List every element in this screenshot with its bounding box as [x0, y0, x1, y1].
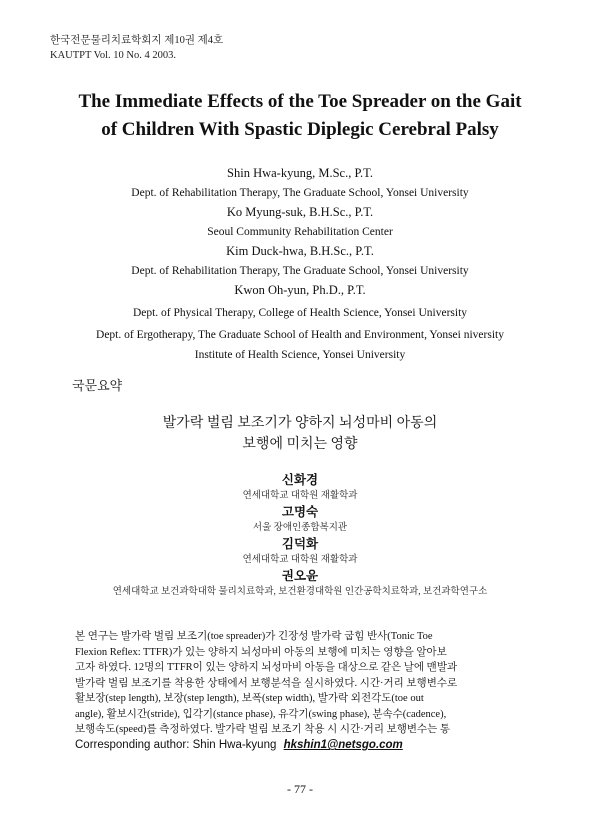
korean-author-affiliation: 연세대학교 대학원 재활학과	[242, 555, 358, 565]
journal-header	[50, 33, 223, 63]
abstract-line: 본 연구는 발가락 벌림 보조기(toe spreader)가 긴장성 발가락 굽힘 반사(Tonic Toe	[75, 631, 433, 642]
korean-author-list	[40, 472, 560, 600]
author-affiliation: Dept. of Rehabilitation Therapy, The Graduate School, Yonsei University	[131, 186, 469, 199]
korean-author-name: 김덕화	[281, 537, 319, 551]
abstract-line: angle), 활보시간(stride), 입각기(stance phase), 유각기(swing phase), 분속수(cadence),	[75, 708, 447, 720]
korean-author-affiliation: 연세대학교 대학원 재활학과	[242, 491, 358, 501]
paper-title	[40, 88, 560, 144]
abstract-line: Flexion Reflex: TTFR)가 있는 양하지 뇌성마비 아동의 보행에 미치는 영향을 알아보	[75, 646, 447, 658]
korean-title-line-2: 보행에 미치는 영향	[242, 437, 358, 452]
author-affiliation: Seoul Community Rehabilitation Center	[207, 225, 393, 238]
korean-author-affiliation: 서울 장애인종합복지관	[252, 523, 348, 533]
author-name: Kim Duck-hwa, B.H.Sc., P.T.	[226, 244, 374, 258]
corresponding-label: Corresponding author: Shin Hwa-kyung	[75, 739, 277, 751]
author-affiliation: Dept. of Ergotherapy, The Graduate School of Health and Environment, Yonsei niversity	[96, 329, 504, 341]
korean-abstract-heading: 국문요약	[72, 379, 123, 394]
title-line-1: The Immediate Effects of the Toe Spreader on the Gait	[78, 91, 522, 112]
author-name: Ko Myung-suk, B.H.Sc., P.T.	[226, 205, 374, 219]
journal-name-korean: 한국전문물리치료학회지 제10권 제4호	[50, 35, 224, 46]
korean-title	[60, 413, 540, 455]
korean-abstract-body	[75, 629, 525, 738]
korean-title-line-1: 발가락 벌림 보조기가 양하지 뇌성마비 아동의	[162, 416, 438, 431]
corresponding-email-link[interactable]: hkshin1@netsgo.com	[283, 739, 403, 751]
journal-volume-info: KAUTPT Vol. 10 No. 4 2003.	[50, 50, 177, 61]
abstract-line: 보행속도(speed)를 측정하였다. 발가락 벌림 보조기 착용 시 시간·거리 보행변수는 통	[75, 724, 451, 735]
korean-author-name: 고명숙	[281, 505, 319, 519]
author-list	[40, 164, 560, 365]
title-line-2: of Children With Spastic Diplegic Cerebral Palsy	[101, 119, 499, 140]
korean-author-name: 신화경	[281, 473, 319, 487]
corresponding-author	[75, 739, 403, 751]
korean-author-affiliation: 연세대학교 보건과학대학 물리치료학과, 보건환경대학원 인간공학치료학과, 보건과학연구소	[112, 587, 488, 597]
abstract-line: 고자 하였다. 12명의 TTFR이 있는 양하지 뇌성마비 아동을 대상으로 같은 날에 맨발과	[75, 662, 458, 673]
abstract-line: 활보장(step length), 보장(step length), 보폭(step width), 발가락 외전각도(toe out	[75, 693, 424, 704]
author-name: Shin Hwa-kyung, M.Sc., P.T.	[227, 166, 373, 180]
author-affiliation: Dept. of Rehabilitation Therapy, The Graduate School, Yonsei University	[131, 264, 469, 277]
abstract-line: 발가락 벌림 보조기를 착용한 상태에서 보행분석을 실시하였다. 시간·거리 보행변수로	[75, 677, 458, 689]
page-number: - 77 -	[287, 782, 313, 796]
korean-author-name: 권오윤	[281, 569, 319, 583]
author-affiliation: Institute of Health Science, Yonsei University	[194, 348, 406, 361]
author-name: Kwon Oh-yun, Ph.D., P.T.	[234, 283, 366, 297]
author-affiliation: Dept. of Physical Therapy, College of Health Science, Yonsei University	[132, 306, 468, 319]
